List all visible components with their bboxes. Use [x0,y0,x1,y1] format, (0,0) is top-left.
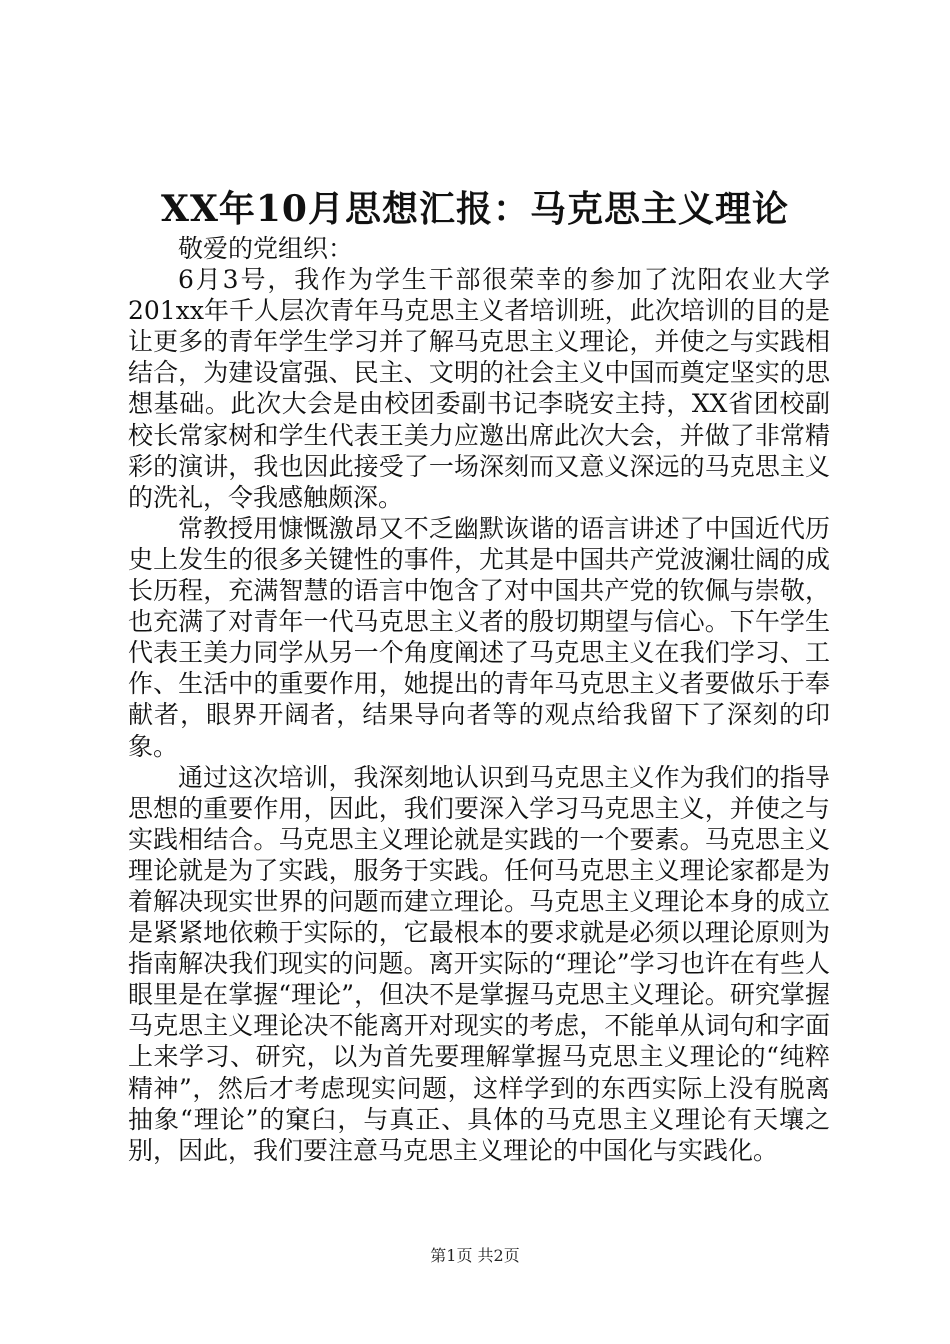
body-paragraph-1: 6月3号，我作为学生干部很荣幸的参加了沈阳农业大学201xx年千人层次青年马克思主义者培训班，此次培训的目的是让更多的青年学生学习并了解马克思主义理论，并使之与实践相结合，为建设富强、民主、文明的社会主义中国而奠定坚实的思想基础。此次大会是由校团委副书记李晓安主持，XX省团校副校长常家树和学生代表王美力应邀出席此次大会，并做了非常精彩的演讲，我也因此接受了一场深刻而又意义深远的马克思主义的洗礼，令我感触颇深。 [128,265,830,512]
document-title: XX年10月思想汇报：马克思主义理论 [161,188,789,230]
body-paragraph-3: 通过这次培训，我深刻地认识到马克思主义作为我们的指导思想的重要作用，因此，我们要深入学习马克思主义，并使之与实践相结合。马克思主义理论就是实践的一个要素。马克思主义理论就是为了实践，服务于实践。任何马克思主义理论家都是为着解决现实世界的问题而建立理论。马克思主义理论本身的成立是紧紧地依赖于实际的，它最根本的要求就是必须以理论原则为指南解决我们现实的问题。离开实际的“理论”学习也许在有些人眼里是在掌握“理论”，但决不是掌握马克思主义理论。研究掌握马克思主义理论决不能离开对现实的考虑，不能单从词句和字面上来学习、研究，以为首先要理解掌握马克思主义理论的“纯粹精神”，然后才考虑现实问题，这样学到的东西实际上没有脱离抽象“理论”的窠臼，与真正、具体的马克思主义理论有天壤之别，因此，我们要注意马克思主义理论的中国化与实践化。 [128,762,830,1165]
page-footer: 第1页 共2页 [430,1246,520,1265]
body-paragraph-2: 常教授用慷慨激昂又不乏幽默诙谐的语言讲述了中国近代历史上发生的很多关键性的事件，尤其是中国共产党波澜壮阔的成长历程，充满智慧的语言中饱含了对中国共产党的钦佩与崇敬，也充满了对青年一代马克思主义者的殷切期望与信心。下午学生代表王美力同学从另一个角度阐述了马克思主义在我们学习、工作、生活中的重要作用，她提出的青年马克思主义者要做乐于奉献者，眼界开阔者，结果导向者等的观点给我留下了深刻的印象。 [128,513,830,761]
document-body [128,233,830,1166]
salutation: 敬爱的党组织： [178,234,354,263]
